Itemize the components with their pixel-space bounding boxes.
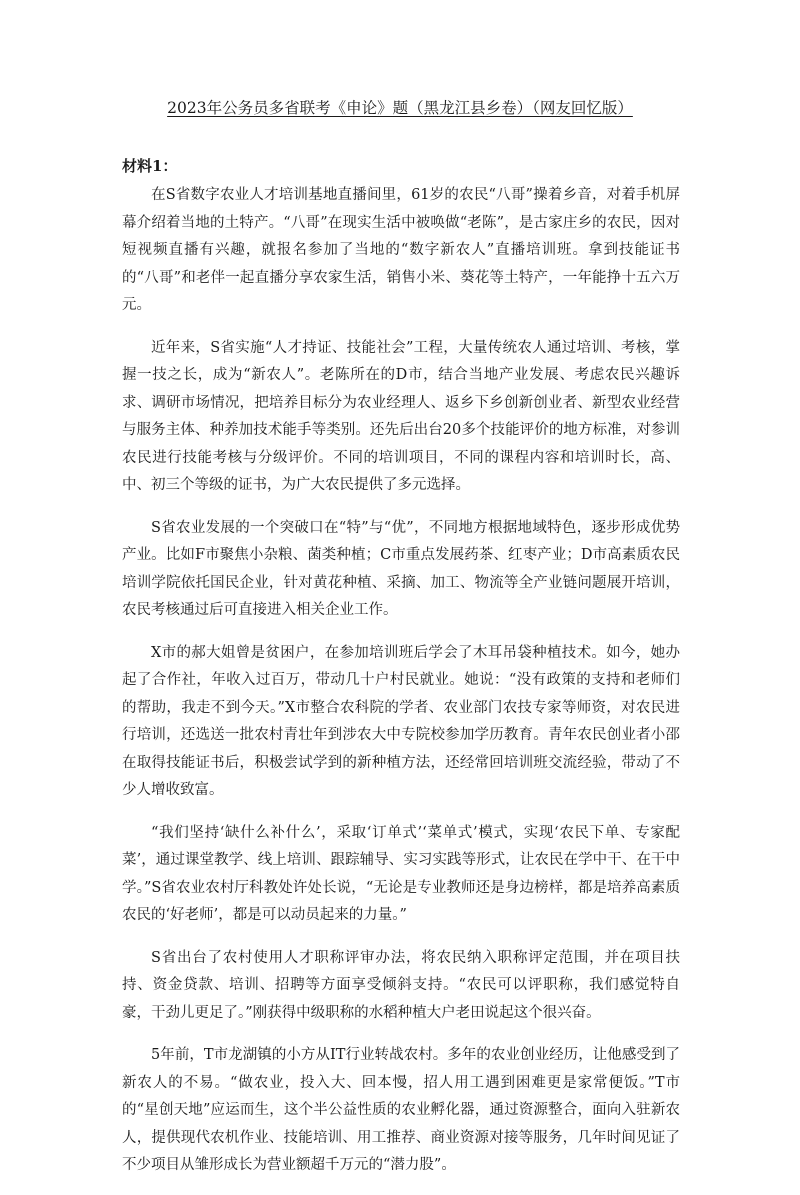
- paragraph: X市的郝大姐曾是贫困户，在参加培训班后学会了木耳吊袋种植技术。如今，她办起了合作社，年收入过百万，带动几十户村民就业。她说：“没有政策的支持和老师们的帮助，我走不到今天。”X市整合农科院的学者、农业部门农技专家等师资，对农民进行培训，还选送一批农村青壮年到涉农大中专院校参加学历教育。青年农民创业者小邵在取得技能证书后，积极尝试学到的新种植方法，还经常回培训班交流经验，带动了不少人增收致富。: [122, 644, 680, 798]
- paragraph: “我们坚持‘缺什么补什么’，采取‘订单式’‘菜单式’模式，实现‘农民下单、专家配菜’，通过课堂教学、线上培训、跟踪辅导、实习实践等形式，让农民在学中干、在干中学。”S省农业农村厅科教处许处长说，“无论是专业教师还是身边榜样，都是培养高素质农民的‘好老师’，都是可以动员起来的力量。”: [122, 824, 680, 923]
- document-body: [122, 182, 680, 1195]
- paragraph: S省出台了农村使用人才职称评审办法，将农民纳入职称评定范围，并在项目扶持、资金贷款、培训、招聘等方面享受倾斜支持。“农民可以评职称，我们感觉特自豪，干劲儿更足了。”刚获得中级职称的水稻种植大户老田说起这个很兴奋。: [122, 949, 680, 1021]
- paragraph: 在S省数字农业人才培训基地直播间里，61岁的农民“八哥”操着乡音，对着手机屏幕介绍着当地的土特产。“八哥”在现实生活中被唤做“老陈”，是古家庄乡的农民，因对短视频直播有兴趣，就报名参加了当地的“数字新农人”直播培训班。拿到技能证书的“八哥”和老伴一起直播分享农家生活，销售小米、葵花等土特产，一年能挣十五六万元。: [122, 187, 680, 313]
- paragraph: S省农业发展的一个突破口在“特”与“优”，不同地方根据地域特色，逐步形成优势产业。比如F市聚焦小杂粮、菌类种植；C市重点发展药茶、红枣产业；D市高素质农民培训学院依托国民企业，针对黄花种植、采摘、加工、物流等全产业链问题展开培训，农民考核通过后可直接进入相关企业工作。: [122, 519, 680, 618]
- paragraph: 近年来，S省实施“人才持证、技能社会”工程，大量传统农人通过培训、考核，掌握一技之长，成为“新农人”。老陈所在的D市，结合当地产业发展、考虑农民兴趣诉求、调研市场情况，把培养目标分为农业经理人、返乡下乡创新创业者、新型农业经营与服务主体、种养加技术能手等类别。还先后出台20多个技能评价的地方标准，对参训农民进行技能考核与分级评价。不同的培训项目，不同的课程内容和培训时长，高、中、初三个等级的证书，为广大农民提供了多元选择。: [122, 339, 680, 493]
- document-title: [0, 97, 800, 119]
- section-heading: 材料1：: [122, 157, 178, 175]
- paragraph: 5年前，T市龙湖镇的小方从IT行业转战农村。多年的农业创业经历，让他感受到了新农人的不易。“做农业，投入大、回本慢，招人用工遇到困难更是家常便饭。”T市的“星创天地”应运而生，这个半公益性质的农业孵化器，通过资源整合，面向入驻新农人，提供现代农机作业、技能培训、用工推荐、商业资源对接等服务，几年时间见证了不少项目从雏形成长为营业额超千万元的“潜力股”。: [122, 1047, 680, 1173]
- document-title-text: 2023年公务员多省联考《申论》题（黑龙江县乡卷）（网友回忆版）: [167, 99, 633, 117]
